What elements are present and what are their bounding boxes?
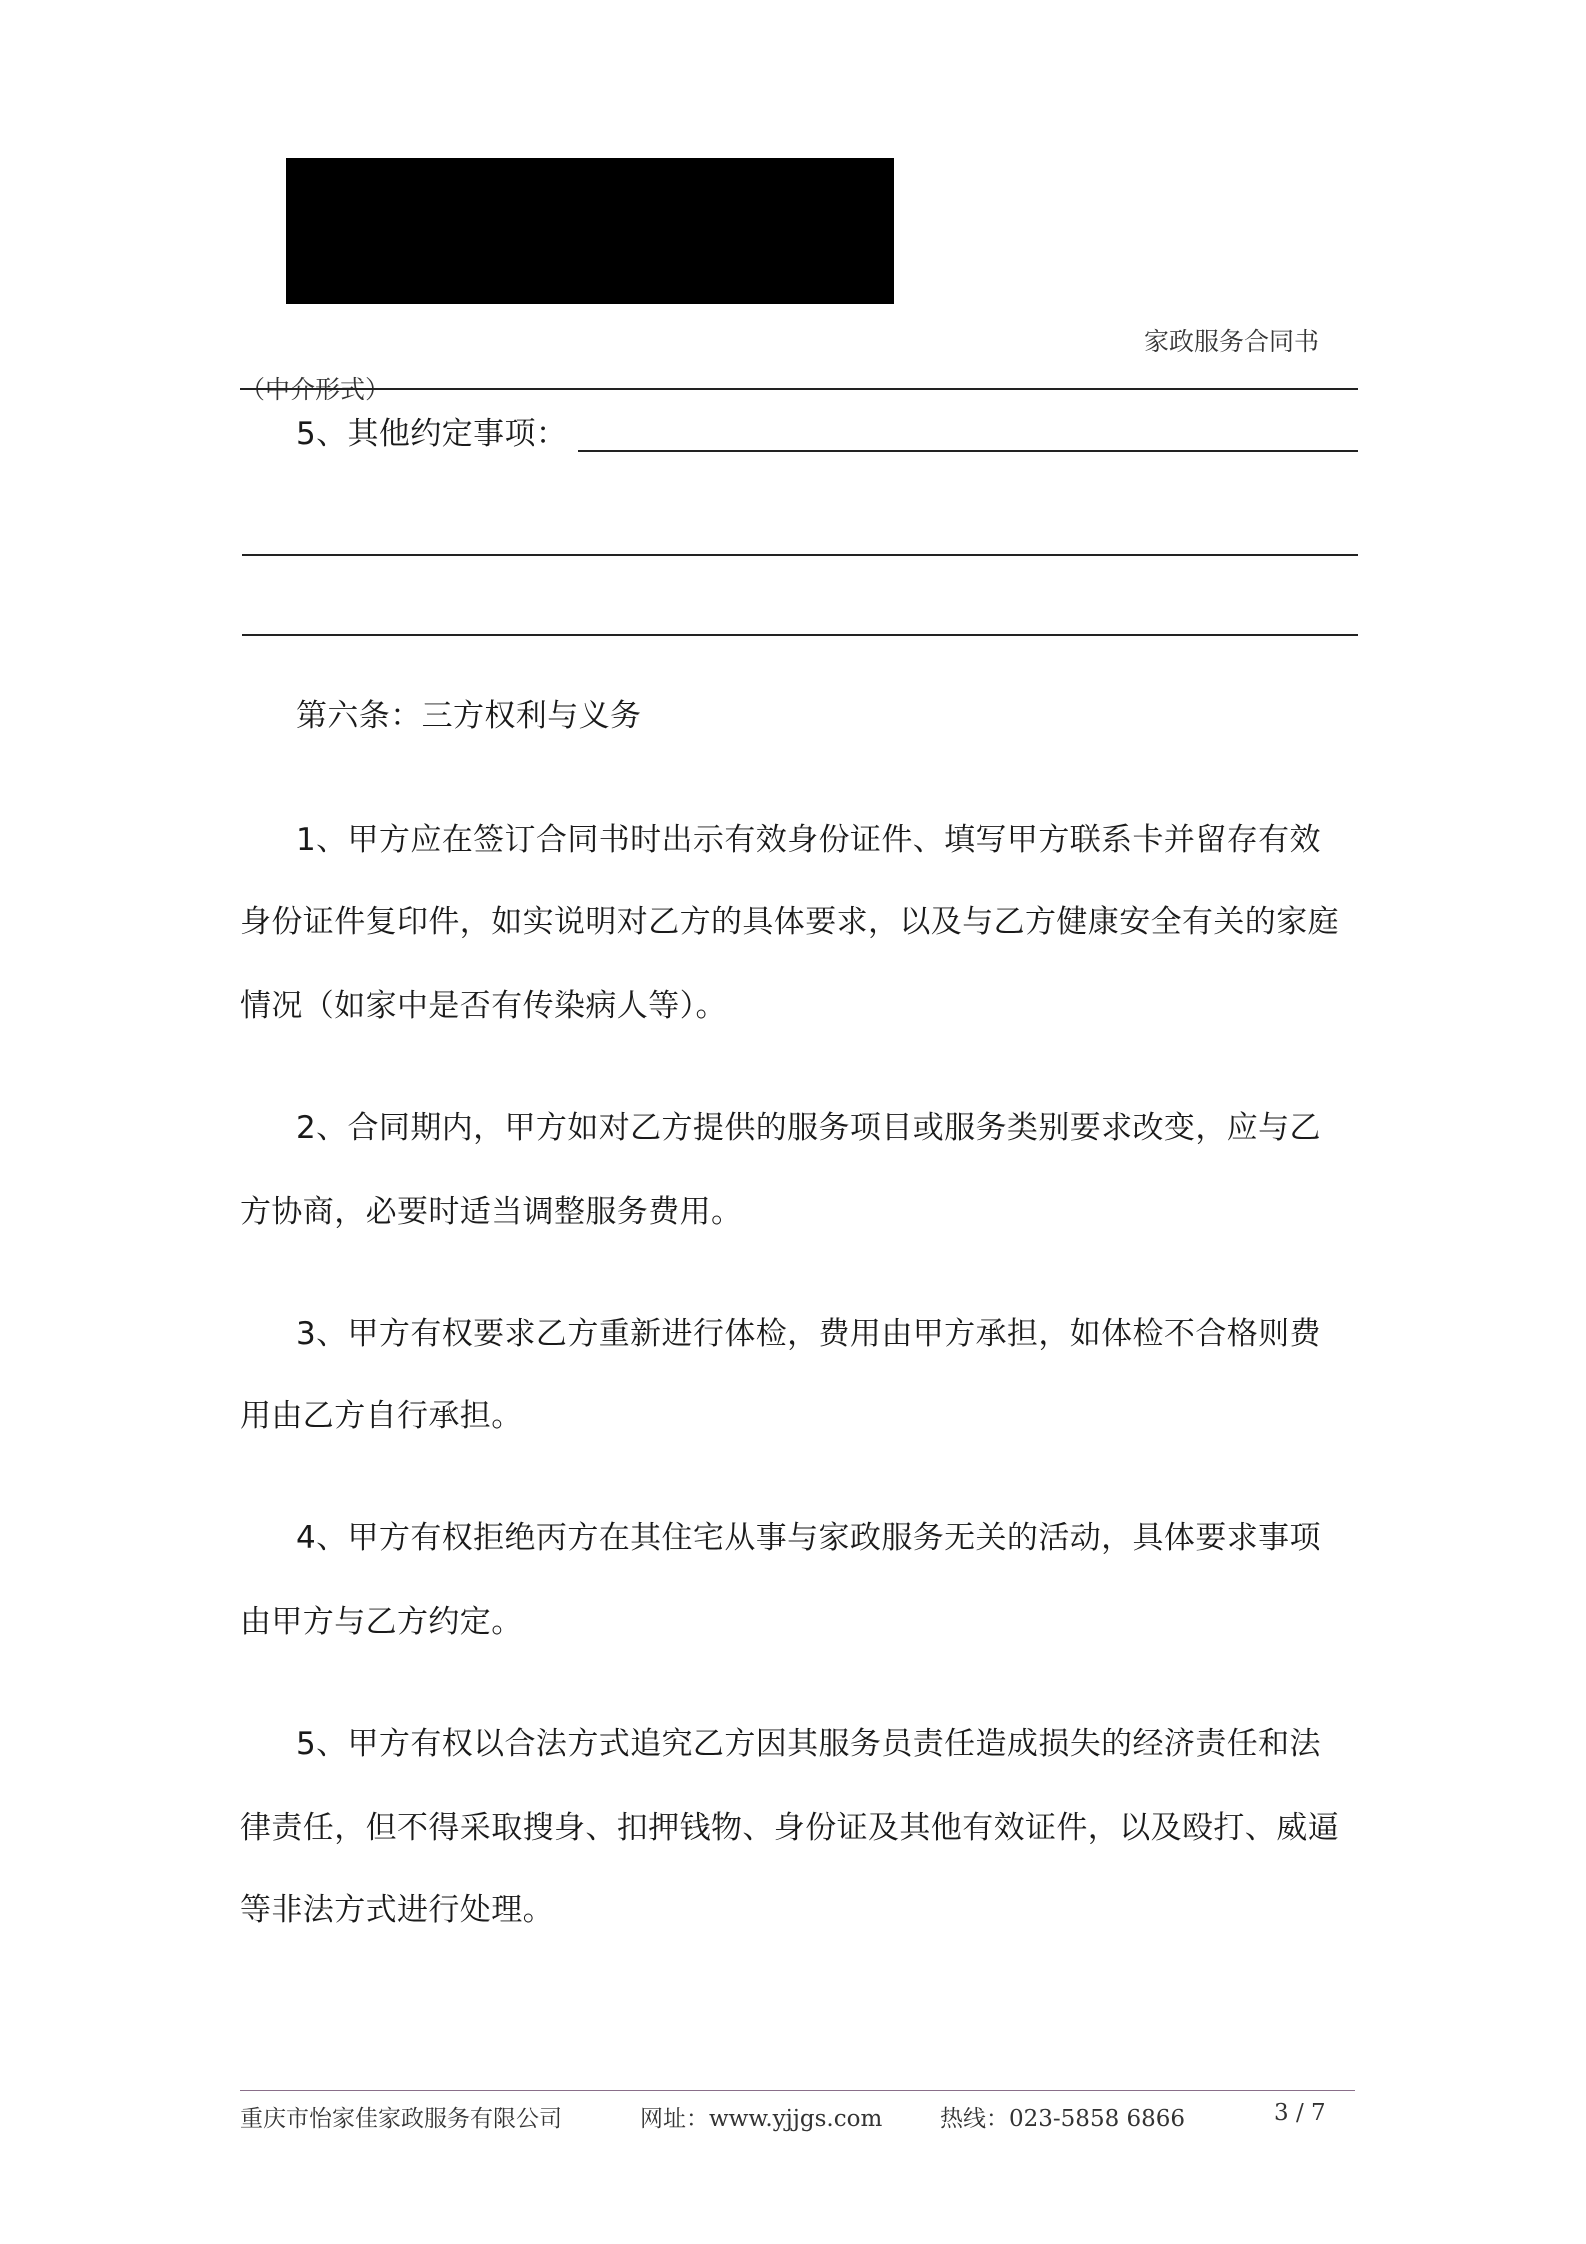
other-matters-blank-line-1 bbox=[578, 450, 1358, 452]
paragraph-5-line-3: 等非法方式进行处理。 bbox=[240, 1892, 554, 1928]
paragraph-1-line-2: 身份证件复印件，如实说明对乙方的具体要求，以及与乙方健康安全有关的家庭 bbox=[240, 904, 1339, 940]
other-matters-label: 5、其他约定事项： bbox=[296, 416, 568, 452]
redacted-logo-block bbox=[286, 158, 894, 304]
header-divider bbox=[240, 388, 1358, 390]
other-matters-blank-line-3 bbox=[242, 634, 1358, 636]
footer-company-name: 重庆市怡家佳家政服务有限公司 bbox=[240, 2106, 562, 2132]
other-matters-blank-line-2 bbox=[242, 554, 1358, 556]
paragraph-1-line-3: 情况（如家中是否有传染病人等）。 bbox=[240, 988, 727, 1024]
footer-hotline: 热线：023-5858 6866 bbox=[940, 2106, 1186, 2132]
paragraph-5-line-1: 5、甲方有权以合法方式追究乙方因其服务员责任造成损失的经济责任和法 bbox=[296, 1726, 1321, 1762]
paragraph-2-line-1: 2、合同期内，甲方如对乙方提供的服务项目或服务类别要求改变，应与乙 bbox=[296, 1110, 1321, 1146]
footer-website: 网址：www.yjjgs.com bbox=[640, 2106, 883, 2132]
paragraph-1-line-1: 1、甲方应在签订合同书时出示有效身份证件、填写甲方联系卡并留存有效 bbox=[296, 822, 1321, 858]
paragraph-3-line-2: 用由乙方自行承担。 bbox=[240, 1398, 523, 1434]
paragraph-2-line-2: 方协商，必要时适当调整服务费用。 bbox=[240, 1194, 743, 1230]
paragraph-4-line-1: 4、甲方有权拒绝丙方在其住宅从事与家政服务无关的活动，具体要求事项 bbox=[296, 1520, 1321, 1556]
document-header-title: 家政服务合同书（中介形式） bbox=[240, 327, 1320, 404]
paragraph-3-line-1: 3、甲方有权要求乙方重新进行体检，费用由甲方承担，如体检不合格则费 bbox=[296, 1316, 1321, 1352]
paragraph-4-line-2: 由甲方与乙方约定。 bbox=[240, 1604, 523, 1640]
paragraph-5-line-2: 律责任，但不得采取搜身、扣押钱物、身份证及其他有效证件，以及殴打、威逼 bbox=[240, 1810, 1339, 1846]
footer-divider bbox=[240, 2090, 1355, 2091]
article-6-heading: 第六条：三方权利与义务 bbox=[296, 698, 642, 734]
footer-page-number: 3 / 7 bbox=[1274, 2100, 1326, 2126]
